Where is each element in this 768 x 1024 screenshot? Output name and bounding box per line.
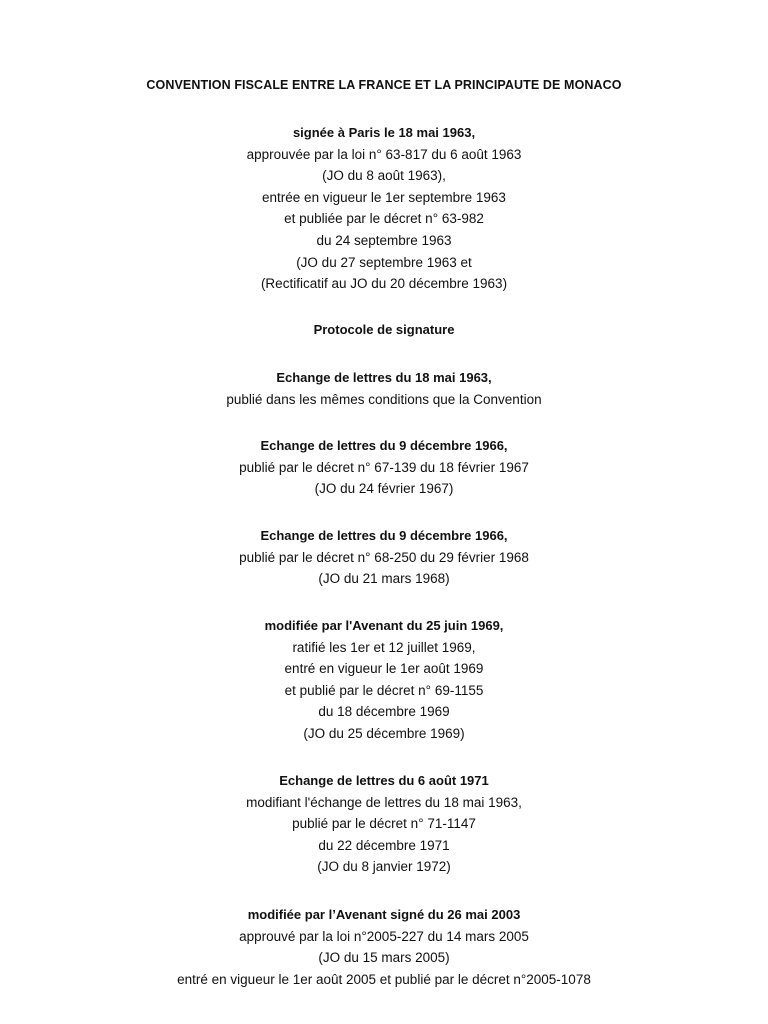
section-line: (Rectificatif au JO du 20 décembre 1963): [260, 276, 508, 292]
section-line: publié par le décret n° 71-1147: [292, 816, 476, 832]
section-line: du 24 septembre 1963: [316, 232, 452, 248]
section-echange-1971: [0, 770, 768, 878]
section-avenant-1969: [0, 615, 768, 745]
section-protocole: [0, 319, 768, 341]
section-heading: modifiée par l’Avenant signé du 26 mai 2003: [247, 907, 521, 922]
section-line: entré en vigueur le 1er août 1969: [284, 661, 484, 677]
section-line: du 22 décembre 1971: [318, 837, 450, 853]
section-line: publié par le décret n° 68-250 du 29 février 1968: [239, 549, 529, 565]
section-heading: Echange de lettres du 18 mai 1963,: [276, 370, 492, 385]
section-heading: Echange de lettres du 9 décembre 1966,: [260, 438, 508, 453]
section-line: approuvée par la loi n° 63-817 du 6 août 1963: [246, 146, 522, 162]
section-echange-1963: [0, 367, 768, 410]
section-line: et publiée par le décret n° 63-982: [284, 211, 484, 227]
section-line: approuvé par la loi n°2005-227 du 14 mars 2005: [239, 928, 529, 944]
section-line: (JO du 25 décembre 1969): [303, 725, 465, 741]
section-line: modifiant l'échange de lettres du 18 mai 1963,: [246, 794, 522, 810]
section-line: entré en vigueur le 1er août 2005 et publié par le décret n°2005-1078: [177, 971, 591, 987]
section-signature-1963: [0, 122, 768, 295]
section-line: (JO du 21 mars 1968): [318, 571, 450, 587]
section-line: (JO du 8 janvier 1972): [317, 859, 451, 875]
section-line: entrée en vigueur le 1er septembre 1963: [262, 189, 506, 205]
section-heading: signée à Paris le 18 mai 1963,: [292, 125, 476, 140]
section-line: ratifié les 1er et 12 juillet 1969,: [292, 639, 476, 655]
section-line: (JO du 15 mars 2005): [318, 950, 450, 966]
section-heading: Echange de lettres du 6 août 1971: [279, 773, 489, 788]
section-line: (JO du 27 septembre 1963 et: [296, 254, 472, 270]
section-heading: modifiée par l'Avenant du 25 juin 1969,: [264, 618, 504, 633]
document-title: CONVENTION FISCALE ENTRE LA FRANCE ET LA PRINCIPAUTE DE MONACO: [146, 78, 622, 92]
section-line: publié par le décret n° 67-139 du 18 février 1967: [239, 459, 529, 475]
section-line: publié dans les mêmes conditions que la Convention: [226, 391, 542, 407]
section-echange-1966-a: [0, 435, 768, 500]
section-line: et publié par le décret n° 69-1155: [284, 682, 484, 698]
section-heading: Echange de lettres du 9 décembre 1966,: [260, 528, 508, 543]
section-line: du 18 décembre 1969: [318, 704, 450, 720]
section-line: (JO du 8 août 1963),: [322, 168, 446, 184]
section-line: (JO du 24 février 1967): [314, 481, 454, 497]
section-avenant-2003: [0, 904, 768, 990]
section-heading: Protocole de signature: [313, 322, 455, 337]
section-echange-1966-b: [0, 525, 768, 590]
